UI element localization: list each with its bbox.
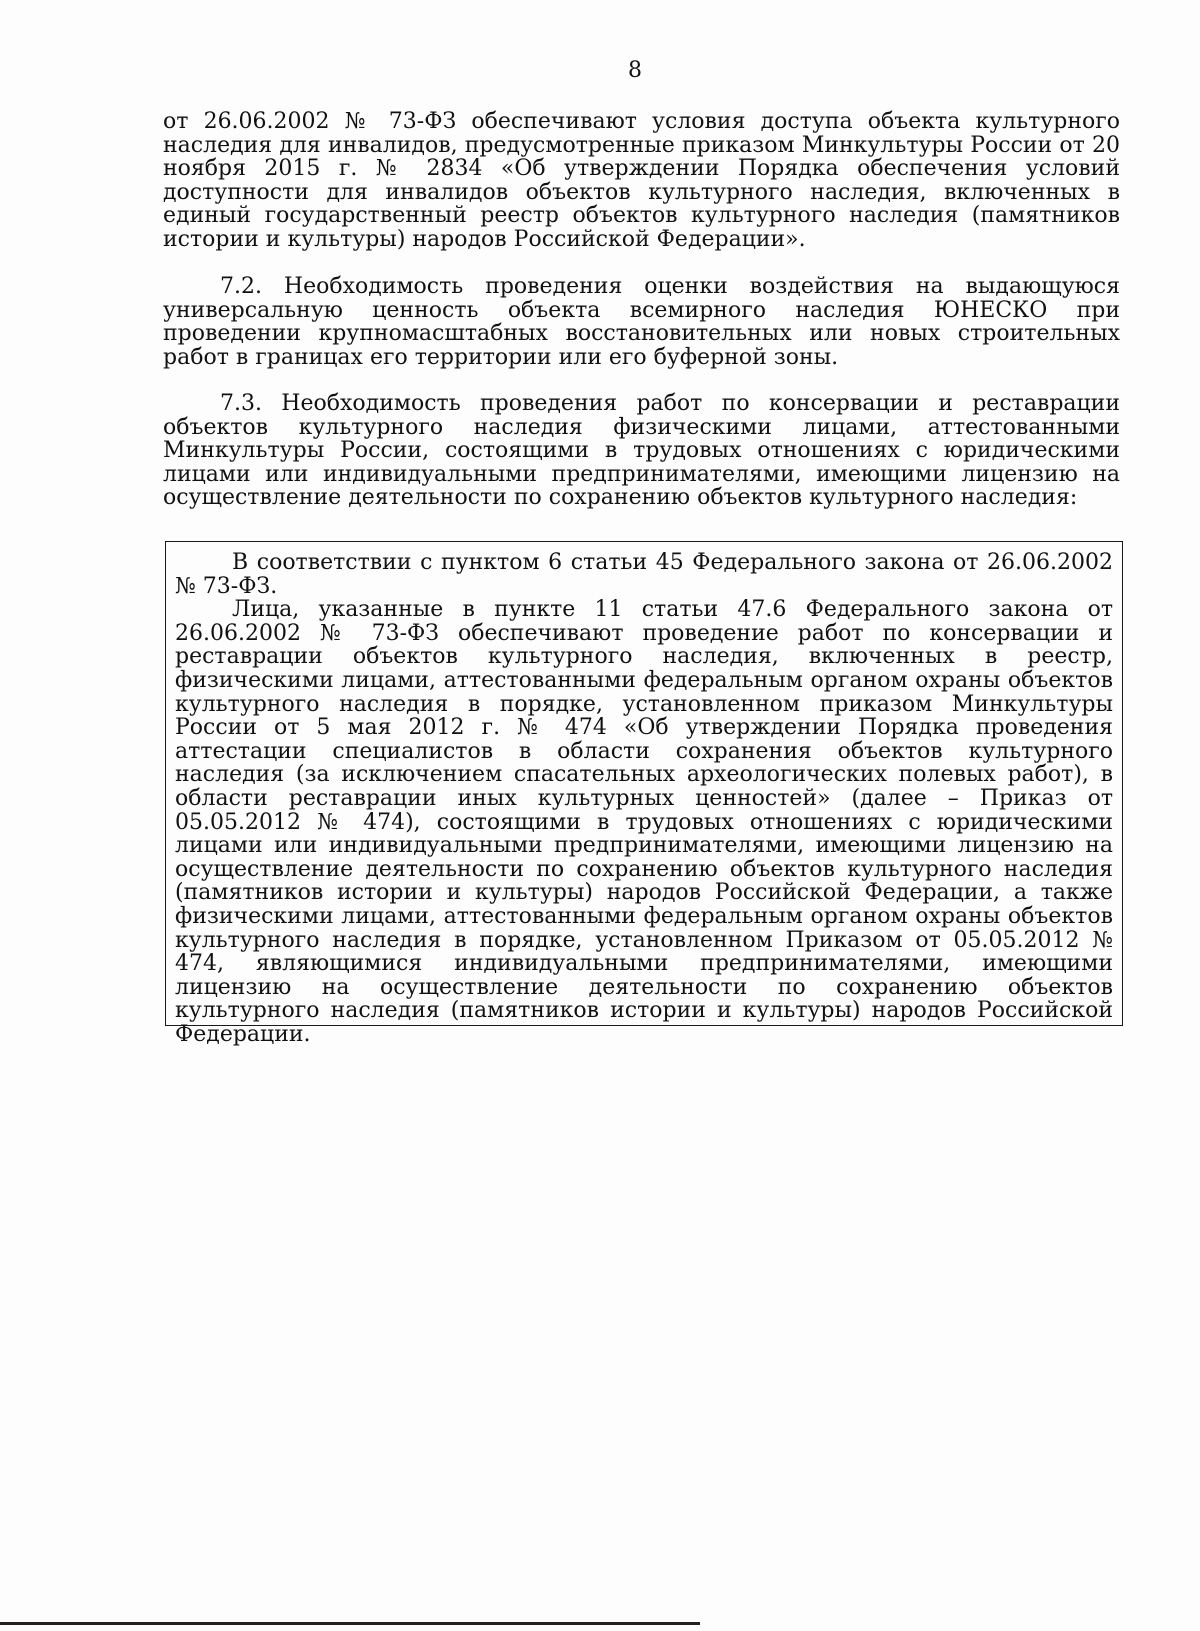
paragraph-text: от 26.06.2002 № 73-ФЗ обеспечивают условия доступа объекта культурного наследия для инвалидов, предусмотренные приказом Минкультуры России от 20 ноября 2015 г. № 2834 «Об утверждении Порядка обеспечения условий доступности для инвалидов объектов культурного наследия, включенных в единый государственный реестр объектов культурного наследия (памятников истории и культуры) народов Российской Федерации». xyxy=(163,109,1120,252)
paragraph-text: 7.2. Необходимость проведения оценки воздействия на выдающуюся универсальную ценность объекта всемирного наследия ЮНЕСКО при проведении крупномасштабных восстановительных или новых строительных работ в границах его территории или его буферной зоны. xyxy=(163,274,1120,370)
commentary-box-content xyxy=(175,551,1113,1046)
commentary-box xyxy=(165,541,1123,1047)
page-number: 8 xyxy=(628,58,642,83)
paragraph-continuation xyxy=(163,110,1120,252)
bottom-edge-line xyxy=(0,1622,700,1625)
commentary-paragraph: В соответствии с пунктом 6 статьи 45 Федерального закона от 26.06.2002 № 73-ФЗ. xyxy=(175,550,1113,599)
paragraph-text: 7.3. Необходимость проведения работ по консервации и реставрации объектов культурного наследия физическими лицами, аттестованными Минкультуры России, состоящими в трудовых отношениях с юридическими лицами или индивидуальными предпринимателями, имеющими лицензию на осуществление деятельности по сохранению объектов культурного наследия: xyxy=(163,391,1120,511)
paragraph-7-2 xyxy=(163,275,1120,369)
commentary-paragraph: Лица, указанные в пункте 11 статьи 47.6 Федерального закона от 26.06.2002 № 73-ФЗ обеспечивают проведение работ по консервации и реставрации объектов культурного наследия, включенных в реестр, физическими лицами, аттестованными федеральным органом охраны объектов культурного наследия в порядке, установленном приказом Минкультуры России от 5 мая 2012 г. № 474 «Об утверждении Порядка проведения аттестации специалистов в области сохранения объектов культурного наследия (за исключением спасательных археологических полевых работ), в области реставрации иных культурных ценностей» (далее – Приказ от 05.05.2012 № 474), состоящими в трудовых отношениях с юридическими лицами или индивидуальными предпринимателями, имеющими лицензию на осуществление деятельности по сохранению объектов культурного наследия (памятников истории и культуры) народов Российской Федерации, а также физическими лицами, аттестованными федеральным органом охраны объектов культурного наследия в порядке, установленном Приказом от 05.05.2012 № 474, являющимися индивидуальными предпринимателями, имеющими лицензию на осуществление деятельности по сохранению объектов культурного наследия (памятников истории и культуры) народов Российской Федерации. xyxy=(175,597,1113,1047)
paragraph-7-3 xyxy=(163,392,1120,510)
